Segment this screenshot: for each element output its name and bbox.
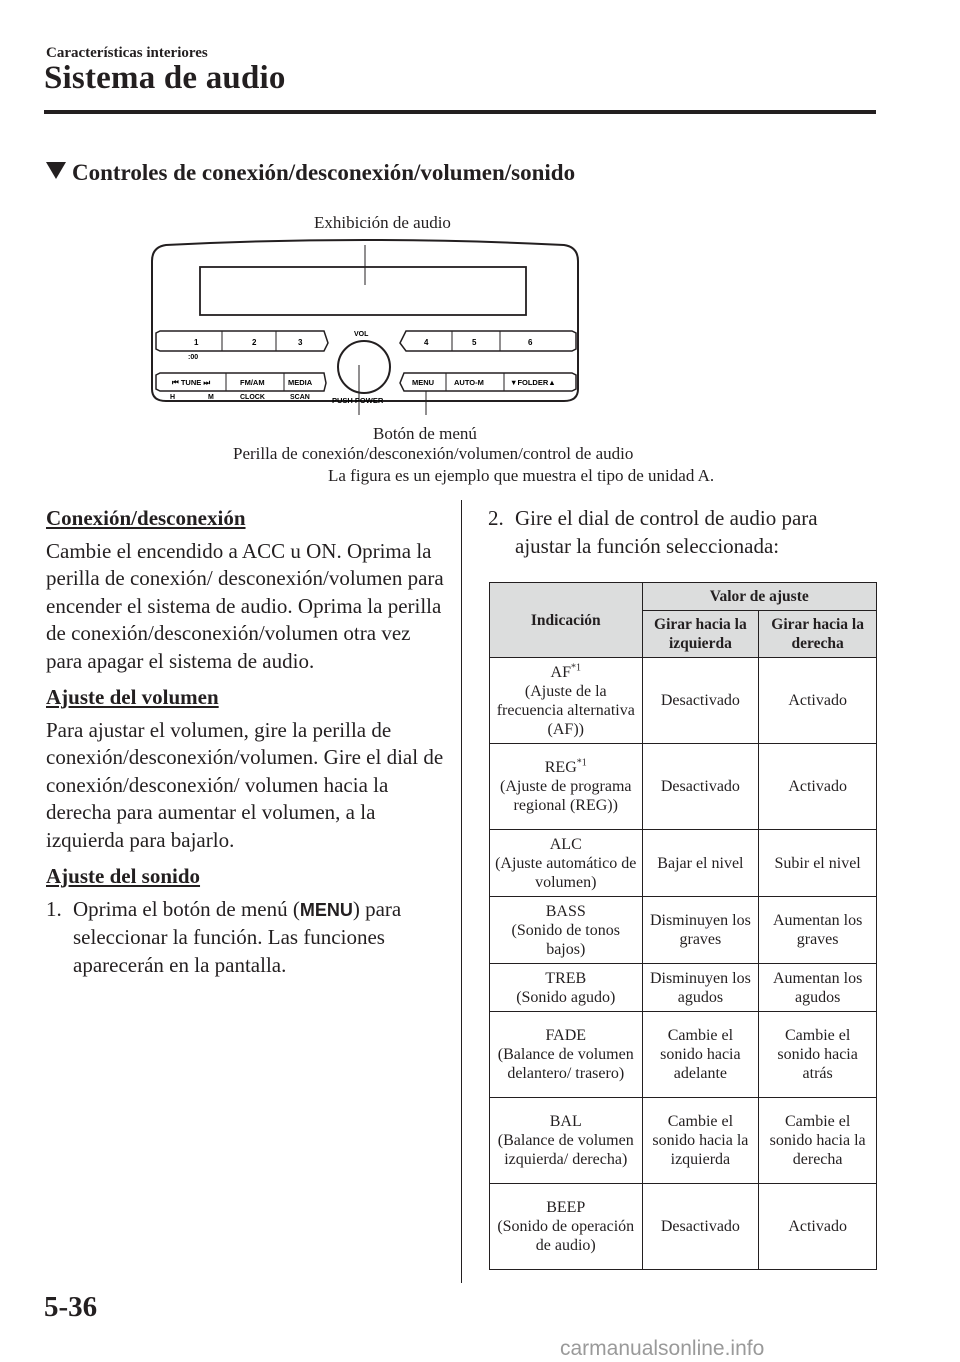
section-label: Características interiores <box>46 45 208 61</box>
scan-label: SCAN <box>290 394 310 401</box>
paragraph-volume: Para ajustar el volumen, gire la perilla de conexión/desconexión/volumen. Gire el dial de conexión/desconexión/ volumen hacia la derecha para aumentar el volumen, a la izquierda para bajarlo. <box>46 717 444 852</box>
clock-label: CLOCK <box>240 394 265 401</box>
table-row <box>490 1098 877 1184</box>
step-2-text: Gire el dial de control de audio para ajustar la función seleccionada: <box>515 506 818 558</box>
title-rule <box>44 110 876 114</box>
row-indicacion: FADE (Balance de volumen delantero/ trasero) <box>490 1012 643 1098</box>
preset-1-button[interactable]: 1 <box>194 338 199 347</box>
page-title: Sistema de audio <box>44 60 286 96</box>
row-indicacion: BAL (Balance de volumen izquierda/ derecha) <box>490 1098 643 1184</box>
push-power-label: PUSH POWER <box>332 396 384 405</box>
preset-6-button[interactable]: 6 <box>528 338 533 347</box>
section-heading-text: Controles de conexión/desconexión/volumen/sonido <box>72 160 576 185</box>
vol-label: VOL <box>354 331 369 338</box>
auto-m-button[interactable]: AUTO-M <box>454 378 484 387</box>
preset-2-button[interactable]: 2 <box>252 338 257 347</box>
menu-keyword: MENU <box>299 899 353 920</box>
preset-5-button[interactable]: 5 <box>472 338 477 347</box>
step-1-text-b: ) para seleccionar la función. Las funciones aparecerán en la pantalla. <box>73 896 402 977</box>
audio-unit-figure <box>150 235 580 415</box>
fm-am-button[interactable]: FM/AM <box>240 378 265 387</box>
preset-3-button[interactable]: 3 <box>298 338 303 347</box>
table-row <box>490 1184 877 1270</box>
paragraph-power: Cambie el encendido a ACC u ON. Oprima la perilla de conexión/ desconexión/volumen para encender el sistema de audio. Oprima la perilla de conexión/desconexión/volumen otra vez para apagar el sistema de audio. <box>46 538 444 673</box>
clock-minutes-label: :00 <box>188 354 199 361</box>
row-left-value: Disminuyen los graves <box>642 897 759 964</box>
media-button[interactable]: MEDIA <box>288 378 313 387</box>
row-indicacion: BEEP (Sonido de operación de audio) <box>490 1184 643 1270</box>
preset-4-button[interactable]: 4 <box>424 338 429 347</box>
table-row <box>490 897 877 964</box>
row-left-value: Cambie el sonido hacia adelante <box>642 1012 759 1098</box>
step-2-number: 2. <box>488 506 504 530</box>
figure-caption: La figura es un ejemplo que muestra el tipo de unidad A. <box>328 466 715 485</box>
row-right-value: Aumentan los agudos <box>759 964 877 1012</box>
row-right-value: Activado <box>759 744 877 830</box>
header-indicacion: Indicación <box>490 583 643 658</box>
row-indicacion: AF$^{*1}$ (Ajuste de la frecuencia alternativa (AF)) <box>490 658 643 744</box>
minute-label: M <box>208 394 214 401</box>
settings-table <box>489 582 877 1270</box>
row-left-value: Disminuyen los agudos <box>642 964 759 1012</box>
row-indicacion: BASS (Sonido de tonos bajos) <box>490 897 643 964</box>
row-left-value: Desactivado <box>642 744 759 830</box>
heading-volume: Ajuste del volumen <box>46 685 219 709</box>
step-1-number: 1. <box>46 896 62 921</box>
row-left-value: Desactivado <box>642 1184 759 1270</box>
row-indicacion: ALC (Ajuste automático de volumen) <box>490 830 643 897</box>
left-column <box>46 505 446 979</box>
step-1 <box>46 896 446 980</box>
step-1-text-a: Oprima el botón de menú ( <box>73 896 300 921</box>
row-right-value: Aumentan los graves <box>759 897 877 964</box>
table-row <box>490 964 877 1012</box>
row-right-value: Cambie el sonido hacia la derecha <box>759 1098 877 1184</box>
heading-sound: Ajuste del sonido <box>46 864 201 888</box>
triangle-bullet-icon <box>46 162 66 179</box>
page-number: 5-36 <box>44 1291 98 1323</box>
table-row <box>490 1012 877 1098</box>
callout-audio-display: Exhibición de audio <box>314 213 451 232</box>
column-divider <box>461 500 462 1283</box>
menu-button[interactable]: MENU <box>412 378 435 387</box>
header-girar-izquierda: Girar hacia la izquierda <box>642 611 759 658</box>
row-left-value: Cambie el sonido hacia la izquierda <box>642 1098 759 1184</box>
row-left-value: Bajar el nivel <box>642 830 759 897</box>
row-indicacion: REG$^{*1}$ (Ajuste de programa regional (REG)) <box>490 744 643 830</box>
heading-power: Conexión/desconexión <box>46 506 246 530</box>
hour-label: H <box>170 394 176 401</box>
callout-menu-button: Botón de menú <box>373 424 477 443</box>
table-row <box>490 658 877 744</box>
header-valor-ajuste: Valor de ajuste <box>642 583 877 611</box>
table-row <box>490 744 877 830</box>
header-girar-derecha: Girar hacia la derecha <box>759 611 877 658</box>
row-left-value: Desactivado <box>642 658 759 744</box>
power-volume-knob[interactable] <box>338 341 390 393</box>
row-right-value: Subir el nivel <box>759 830 877 897</box>
display-window <box>200 267 526 315</box>
step-2 <box>488 505 878 560</box>
table-row <box>490 830 877 897</box>
callout-knob: Perilla de conexión/desconexión/volumen/control de audio <box>233 444 634 463</box>
section-heading <box>46 160 575 186</box>
row-right-value: Activado <box>759 1184 877 1270</box>
tune-button[interactable]: ⏮ TUNE ⏭ <box>172 378 211 387</box>
watermark: carmanualsonline.info <box>560 1337 765 1360</box>
row-indicacion: TREB (Sonido agudo) <box>490 964 643 1012</box>
row-right-value: Cambie el sonido hacia atrás <box>759 1012 877 1098</box>
folder-button[interactable]: ▼FOLDER▲ <box>510 378 556 387</box>
right-column <box>488 505 878 560</box>
row-right-value: Activado <box>759 658 877 744</box>
